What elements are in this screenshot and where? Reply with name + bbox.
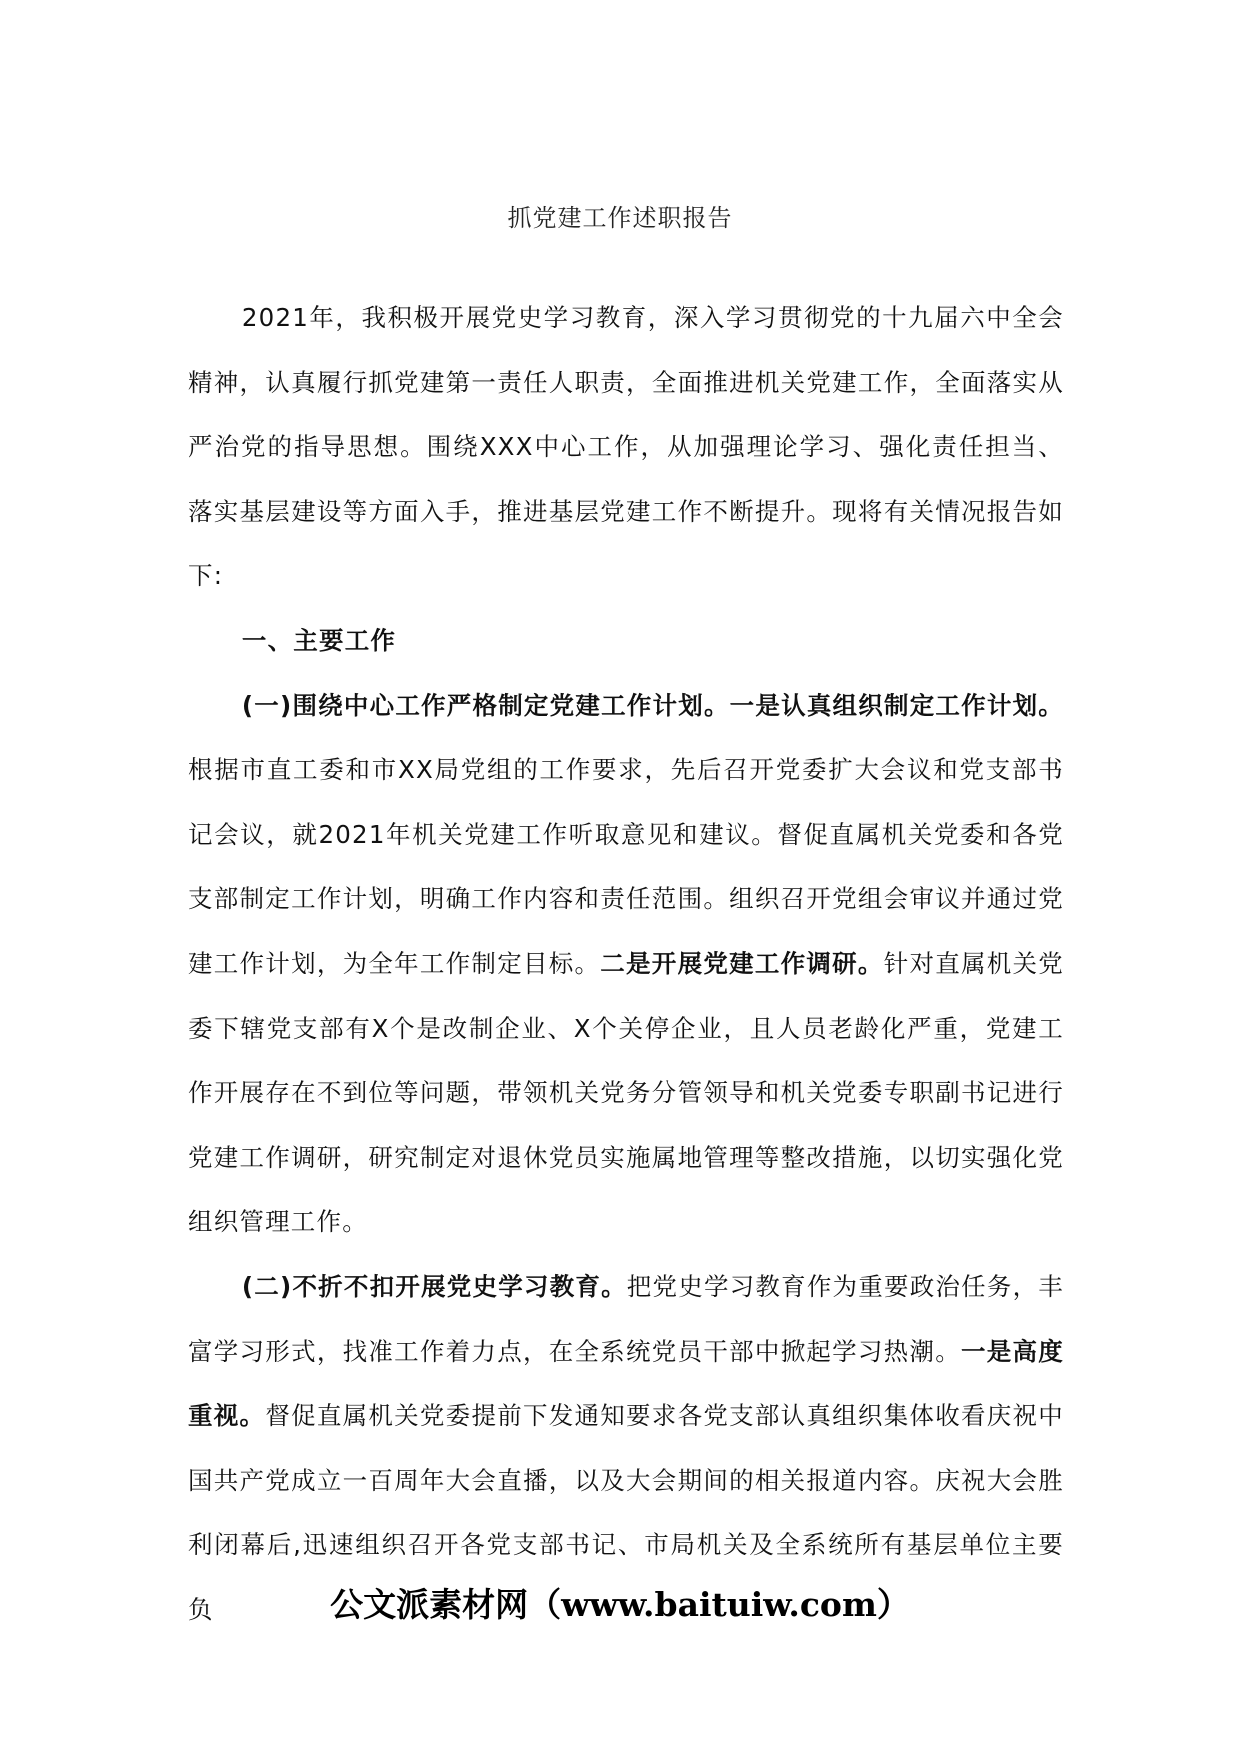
paragraph-2-text-2: 督促直属机关党委提前下发通知要求各党支部认真组织集体收看庆祝中国共产党成立一百周年大会直播，以及大会期间的相关报道内容。庆祝大会胜利闭幕后,迅速组织召开各党支部书记、市局机关及全系统所有基层单位主要负 [188, 1401, 1064, 1624]
paragraph-1-text: 根据市直工委和市XX局党组的工作要求，先后召开党委扩大会议和党支部书记会议，就2021年机关党建工作听取意见和建议。督促直属机关党委和各党支部制定工作计划，明确工作内容和责任范围。组织召开党组会审议并通过党建工作计划，为全年工作制定目标。 [188, 755, 1064, 978]
intro-paragraph: 2021年，我积极开展党史学习教育，深入学习贯彻党的十九届六中全会精神，认真履行抓党建第一责任人职责，全面推进机关党建工作，全面落实从严治党的指导思想。围绕XXX中心工作，从加强理论学习、强化责任担当、落实基层建设等方面入手，推进基层党建工作不断提升。现将有关情况报告如下: [188, 303, 1064, 591]
section-heading: 一、主要工作 [241, 625, 397, 655]
paragraph-2-point-1: 一是高度重视。 [188, 1336, 1064, 1431]
footer-watermark: 公文派素材网（www.baituiw.com） [330, 1585, 910, 1624]
document-body [188, 286, 1064, 1642]
paragraph-1-text-2: 针对直属机关党委下辖党支部有X个是改制企业、X个关停企业，且人员老龄化严重，党建工作开展存在不到位等问题，带领机关党务分管领导和机关党委专职副书记进行党建工作调研，研究制定对退休党员实施属地管理等整改措施，以切实强化党组织管理工作。 [188, 948, 1065, 1237]
paragraph-1-point-2: 二是开展党建工作调研。 [600, 948, 884, 978]
document-title: 抓党建工作述职报告 [507, 204, 733, 232]
paragraph-2-text: 把党史学习教育作为重要政治任务，丰富学习形式，找准工作着力点，在全系统党员干部中掀起学习热潮。 [188, 1271, 1064, 1366]
paragraph-1-lead: (一)围绕中心工作严格制定党建工作计划。一是认真组织制定工作计划。 [241, 690, 1064, 720]
paragraph-2-lead: (二)不折不扣开展党史学习教育。 [241, 1271, 627, 1301]
paragraph-1 [188, 674, 1064, 1255]
